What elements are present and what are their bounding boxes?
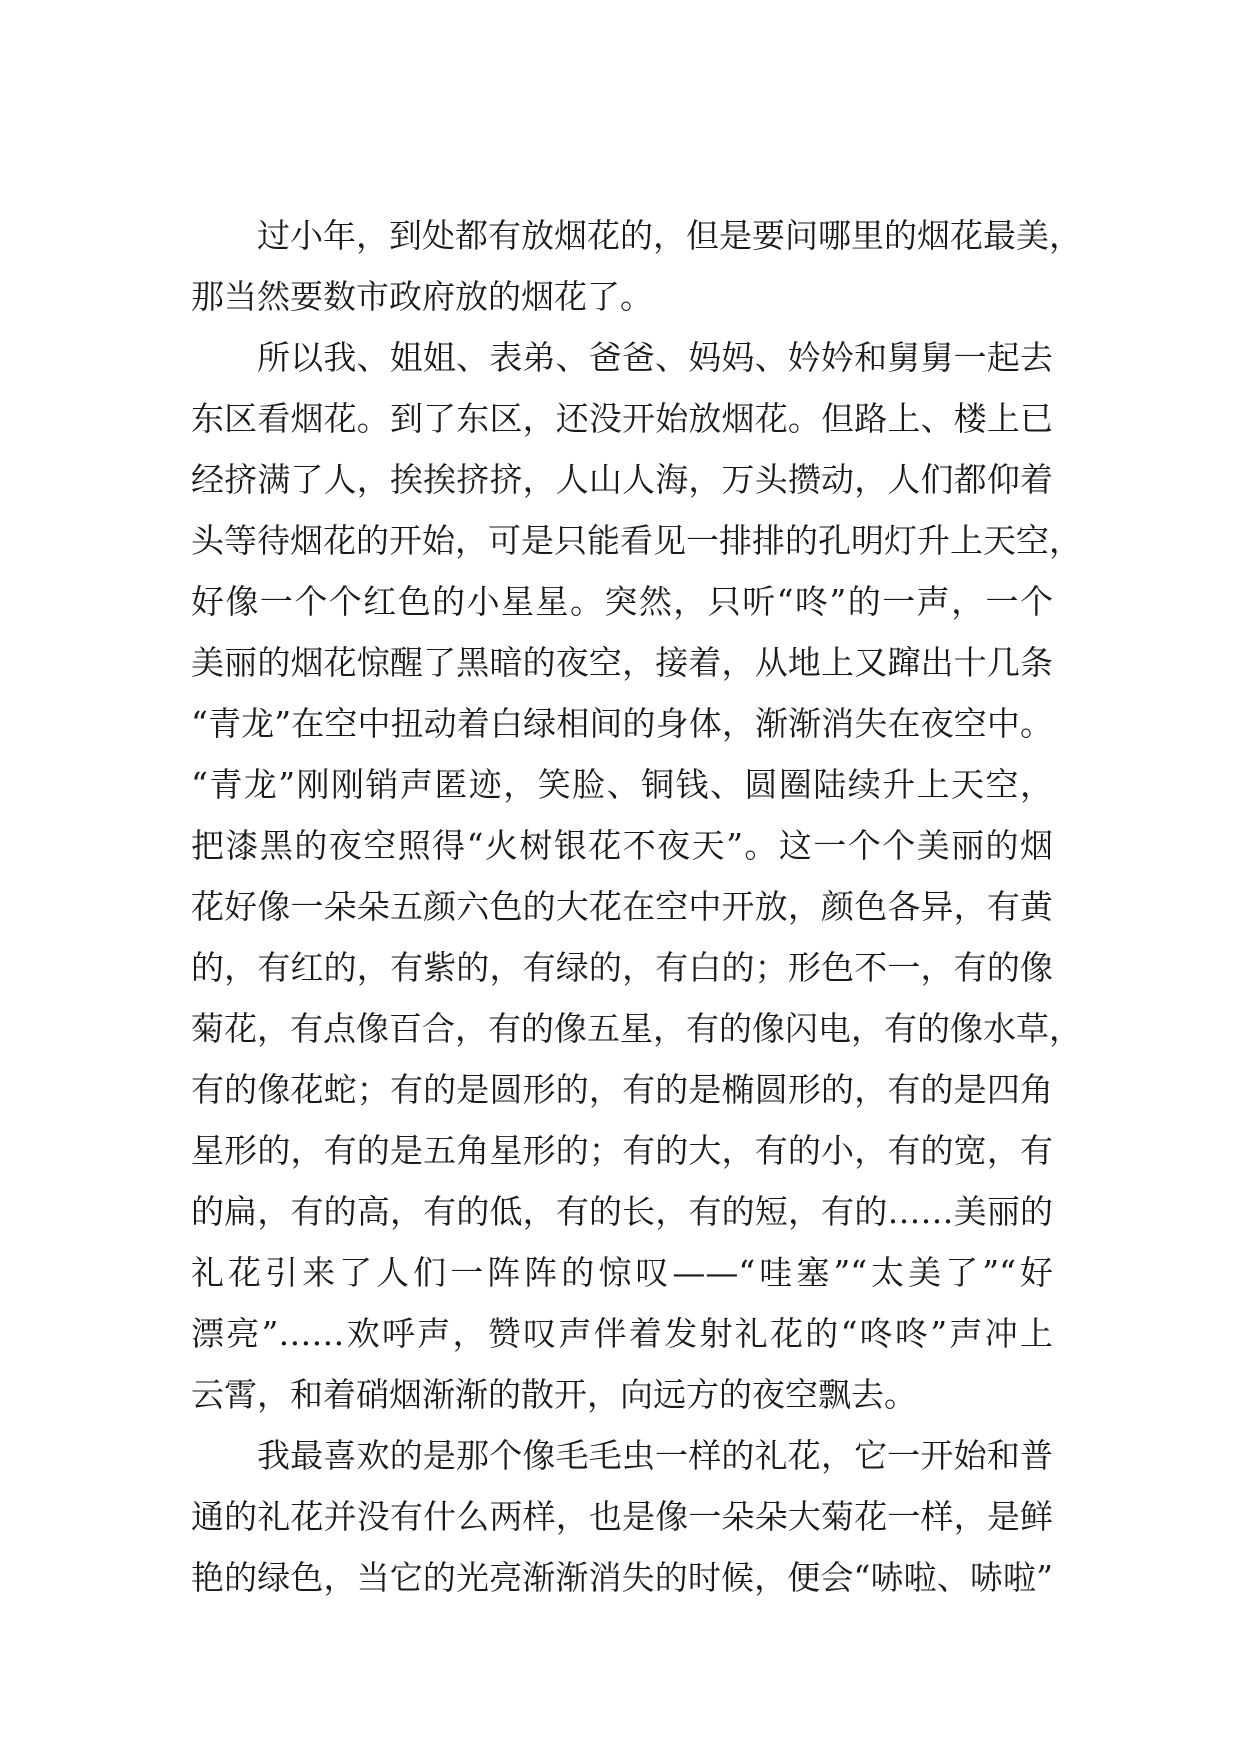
text-line: 那当然要数市政府放的烟花了。	[191, 277, 653, 316]
text-line: 礼花引来了人们一阵阵的惊叹——“哇塞”“太美了”“好	[191, 1253, 1053, 1292]
text-line: 过小年，到处都有放烟花的，但是要问哪里的烟花最美，	[257, 216, 1082, 255]
text-line: 的，有红的，有紫的，有绿的，有白的；形色不一，有的像	[191, 948, 1053, 987]
text-line: 艳的绿色，当它的光亮渐渐消失的时候，便会“哧啦、哧啦”	[191, 1558, 1053, 1597]
text-line: 花好像一朵朵五颜六色的大花在空中开放，颜色各异，有黄	[191, 887, 1053, 926]
text-line: 有的像花蛇；有的是圆形的，有的是椭圆形的，有的是四角	[191, 1070, 1053, 1109]
text-line: 经挤满了人，挨挨挤挤，人山人海，万头攒动，人们都仰着	[191, 460, 1053, 499]
text-line: “青龙”刚刚销声匿迹，笑脸、铜钱、圆圈陆续升上天空，	[191, 765, 1053, 804]
text-line: “青龙”在空中扭动着白绿相间的身体，渐渐消失在夜空中。	[191, 704, 1053, 743]
text-line: 漂亮”……欢呼声，赞叹声伴着发射礼花的“咚咚”声冲上	[191, 1314, 1053, 1353]
text-line: 通的礼花并没有什么两样，也是像一朵朵大菊花一样，是鲜	[191, 1497, 1053, 1536]
text-line: 我最喜欢的是那个像毛毛虫一样的礼花，它一开始和普	[257, 1436, 1053, 1475]
text-line: 的扁，有的高，有的低，有的长，有的短，有的……美丽的	[191, 1192, 1053, 1231]
text-line: 头等待烟花的开始，可是只能看见一排排的孔明灯升上天空，	[191, 521, 1082, 560]
text-line: 东区看烟花。到了东区，还没开始放烟花。但路上、楼上已	[191, 399, 1053, 438]
text-line: 好像一个个红色的小星星。突然，只听“咚”的一声，一个	[191, 582, 1053, 621]
text-line: 星形的，有的是五角星形的；有的大，有的小，有的宽，有	[191, 1131, 1053, 1170]
paragraph-1	[191, 216, 1082, 316]
text-line: 所以我、姐姐、表弟、爸爸、妈妈、妗妗和舅舅一起去	[257, 338, 1053, 377]
essay-body	[191, 216, 1082, 1620]
paragraph-2	[191, 338, 1082, 1414]
text-line: 菊花，有点像百合，有的像五星，有的像闪电，有的像水草，	[191, 1009, 1082, 1048]
text-line: 云霄，和着硝烟渐渐的散开，向远方的夜空飘去。	[191, 1375, 917, 1414]
paragraph-3	[191, 1437, 1053, 1597]
text-line: 把漆黑的夜空照得“火树银花不夜天”。这一个个美丽的烟	[191, 826, 1053, 865]
text-line: 美丽的烟花惊醒了黑暗的夜空，接着，从地上又蹿出十几条	[191, 643, 1053, 682]
